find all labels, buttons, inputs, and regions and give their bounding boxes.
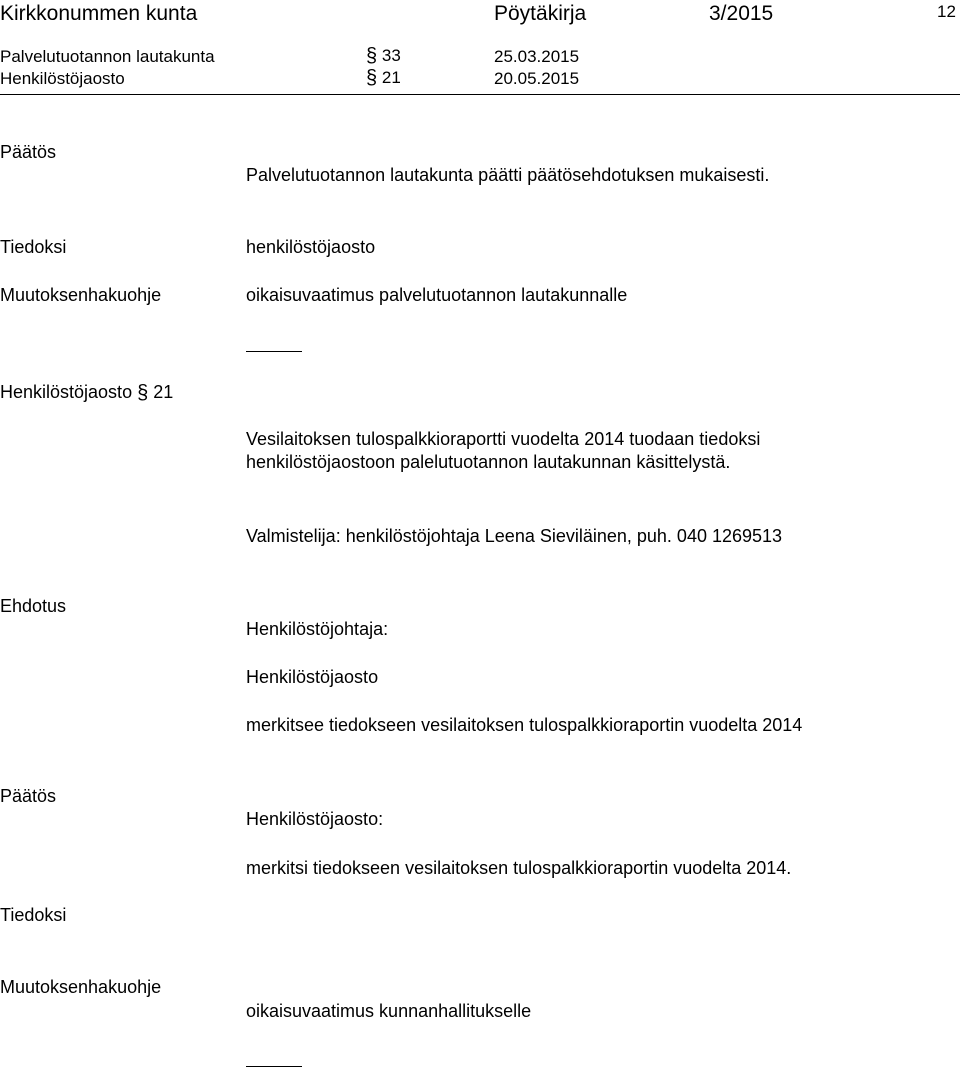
section-heading-body: Henkilöstöjaosto <box>0 382 133 402</box>
meta-section-1 <box>366 46 401 66</box>
paatos-text: Palvelutuotannon lautakunta päätti päätösehdotuksen mukaisesti. <box>246 165 770 185</box>
separator-line <box>246 351 302 352</box>
preparer-line: Valmistelija: henkilöstöjohtaja Leena Sieviläinen, puh. 040 1269513 <box>246 526 783 546</box>
page-number: 12 <box>937 2 956 21</box>
municipality-name: Kirkkonummen kunta <box>0 2 198 25</box>
document-type: Pöytäkirja <box>494 2 587 25</box>
tiedoksi-label-2: Tiedoksi <box>0 905 67 925</box>
paatos-label: Päätös <box>0 142 57 162</box>
muutoksenhakuohje-label-2: Muutoksenhakuohje <box>0 977 162 997</box>
ehdotus-proposer: Henkilöstöjohtaja: <box>246 619 389 639</box>
meta-body-2: Henkilöstöjaosto <box>0 69 125 88</box>
separator-line-bottom <box>246 1066 302 1067</box>
section-heading-number: 21 <box>153 382 174 402</box>
meta-body-1: Palvelutuotannon lautakunta <box>0 47 215 66</box>
header-divider <box>0 94 960 95</box>
ehdotus-text: merkitsee tiedokseen vesilaitoksen tulospalkkioraportin vuodelta 2014 <box>246 715 803 735</box>
intro-line-2: henkilöstöjaostoon palelutuotannon lautakunnan käsittelystä. <box>246 452 731 472</box>
muutoksenhakuohje-text: oikaisuvaatimus palvelutuotannon lautakunnalle <box>246 285 628 305</box>
section-sign: § <box>137 382 149 404</box>
ehdotus-label: Ehdotus <box>0 596 67 616</box>
muutoksenhakuohje-label: Muutoksenhakuohje <box>0 285 162 305</box>
intro-line-1: Vesilaitoksen tulospalkkioraportti vuodelta 2014 tuodaan tiedoksi <box>246 429 761 449</box>
meta-section-2 <box>366 68 401 88</box>
ehdotus-body: Henkilöstöjaosto <box>246 667 379 687</box>
document-number: 3/2015 <box>709 2 774 25</box>
section-sign: § <box>366 67 378 89</box>
paatos-text-2: merkitsi tiedokseen vesilaitoksen tulospalkkioraportin vuodelta 2014. <box>246 858 792 878</box>
paatos-label-2: Päätös <box>0 786 57 806</box>
meta-section-number-2: 21 <box>381 68 401 87</box>
paatos-decider: Henkilöstöjaosto: <box>246 809 384 829</box>
meta-section-number-1: 33 <box>381 46 401 65</box>
section-sign: § <box>366 45 378 67</box>
muutoksenhakuohje-text-2: oikaisuvaatimus kunnanhallitukselle <box>246 1001 532 1021</box>
tiedoksi-label: Tiedoksi <box>0 237 67 257</box>
section-heading <box>0 383 173 403</box>
tiedoksi-text: henkilöstöjaosto <box>246 237 376 257</box>
meta-date-2: 20.05.2015 <box>494 69 580 88</box>
meta-date-1: 25.03.2015 <box>494 47 580 66</box>
